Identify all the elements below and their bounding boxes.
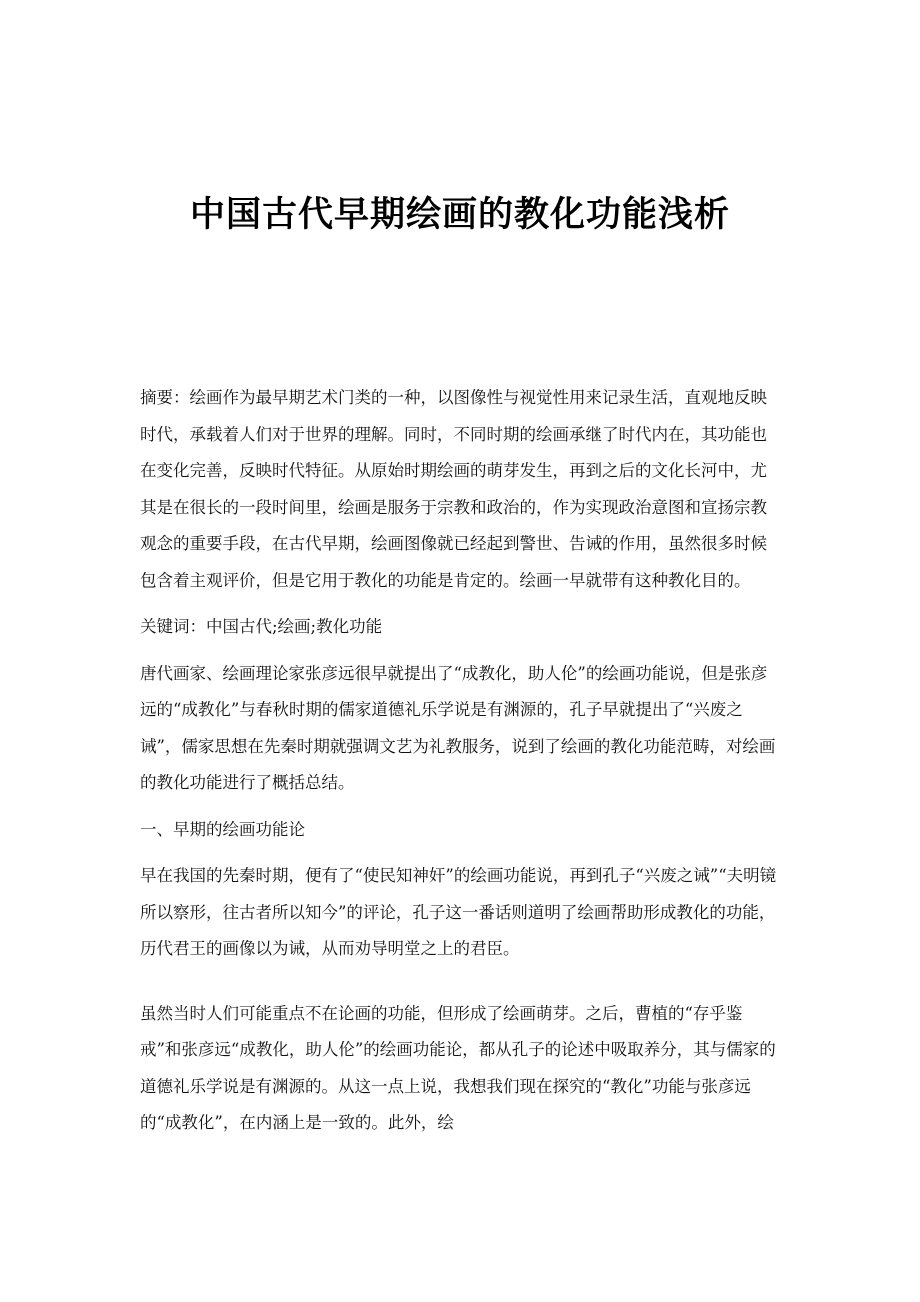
document-title: 中国古代早期绘画的教化功能浅析: [189, 195, 730, 235]
body-paragraph: 虽然当时人们可能重点不在论画的功能，但形成了绘画萌芽。之后，曹植的“存乎鉴戒”和张彦远“成教化，助人伦”的绘画功能论，都从孔子的论述中吸取养分，其与儒家的道德礼乐学说是有渊源的。从这一点上说，我想我们现在探究的“教化”功能与张彦远的“成教化”，在内涵上是一致的。此外，绘: [140, 1003, 776, 1132]
body-paragraph: 早在我国的先秦时期，便有了“使民知神奸”的绘画功能说，再到孔子“兴废之诫”“夫明镜所以察形，往古者所以知今”的评论，孔子这一番话则道明了绘画帮助形成教化的功能，历代君王的画像以为诫，从而劝导明堂之上的君臣。: [140, 866, 777, 958]
document-body: [140, 380, 780, 1142]
abstract-paragraph: 摘要：绘画作为最早期艺术门类的一种，以图像性与视觉性用来记录生活，直观地反映时代，承载着人们对于世界的理解。同时，不同时期的绘画承继了时代内在，其功能也在变化完善，反映时代特征。从原始时期绘画的萌芽发生，再到之后的文化长河中，尤其是在很长的一段时间里，绘画是服务于宗教和政治的，作为实现政治意图和宣扬宗教观念的重要手段，在古代早期，绘画图像就已经起到警世、告诫的作用，虽然很多时候包含着主观评价，但是它用于教化的功能是肯定的。绘画一早就带有这种教化目的。: [140, 388, 767, 590]
keywords-paragraph: 关键词：中国古代;绘画;教化功能: [140, 617, 383, 636]
body-paragraph: 唐代画家、绘画理论家张彦远很早就提出了“成教化，助人伦”的绘画功能说，但是张彦远的“成教化”与春秋时期的儒家道德礼乐学说是有渊源的，孔子早就提出了“兴废之诫”，儒家思想在先秦时期就强调文艺为礼教服务，说到了绘画的教化功能范畴，对绘画的教化功能进行了概括总结。: [140, 663, 776, 792]
section-heading: 一、早期的绘画功能论: [140, 819, 305, 839]
